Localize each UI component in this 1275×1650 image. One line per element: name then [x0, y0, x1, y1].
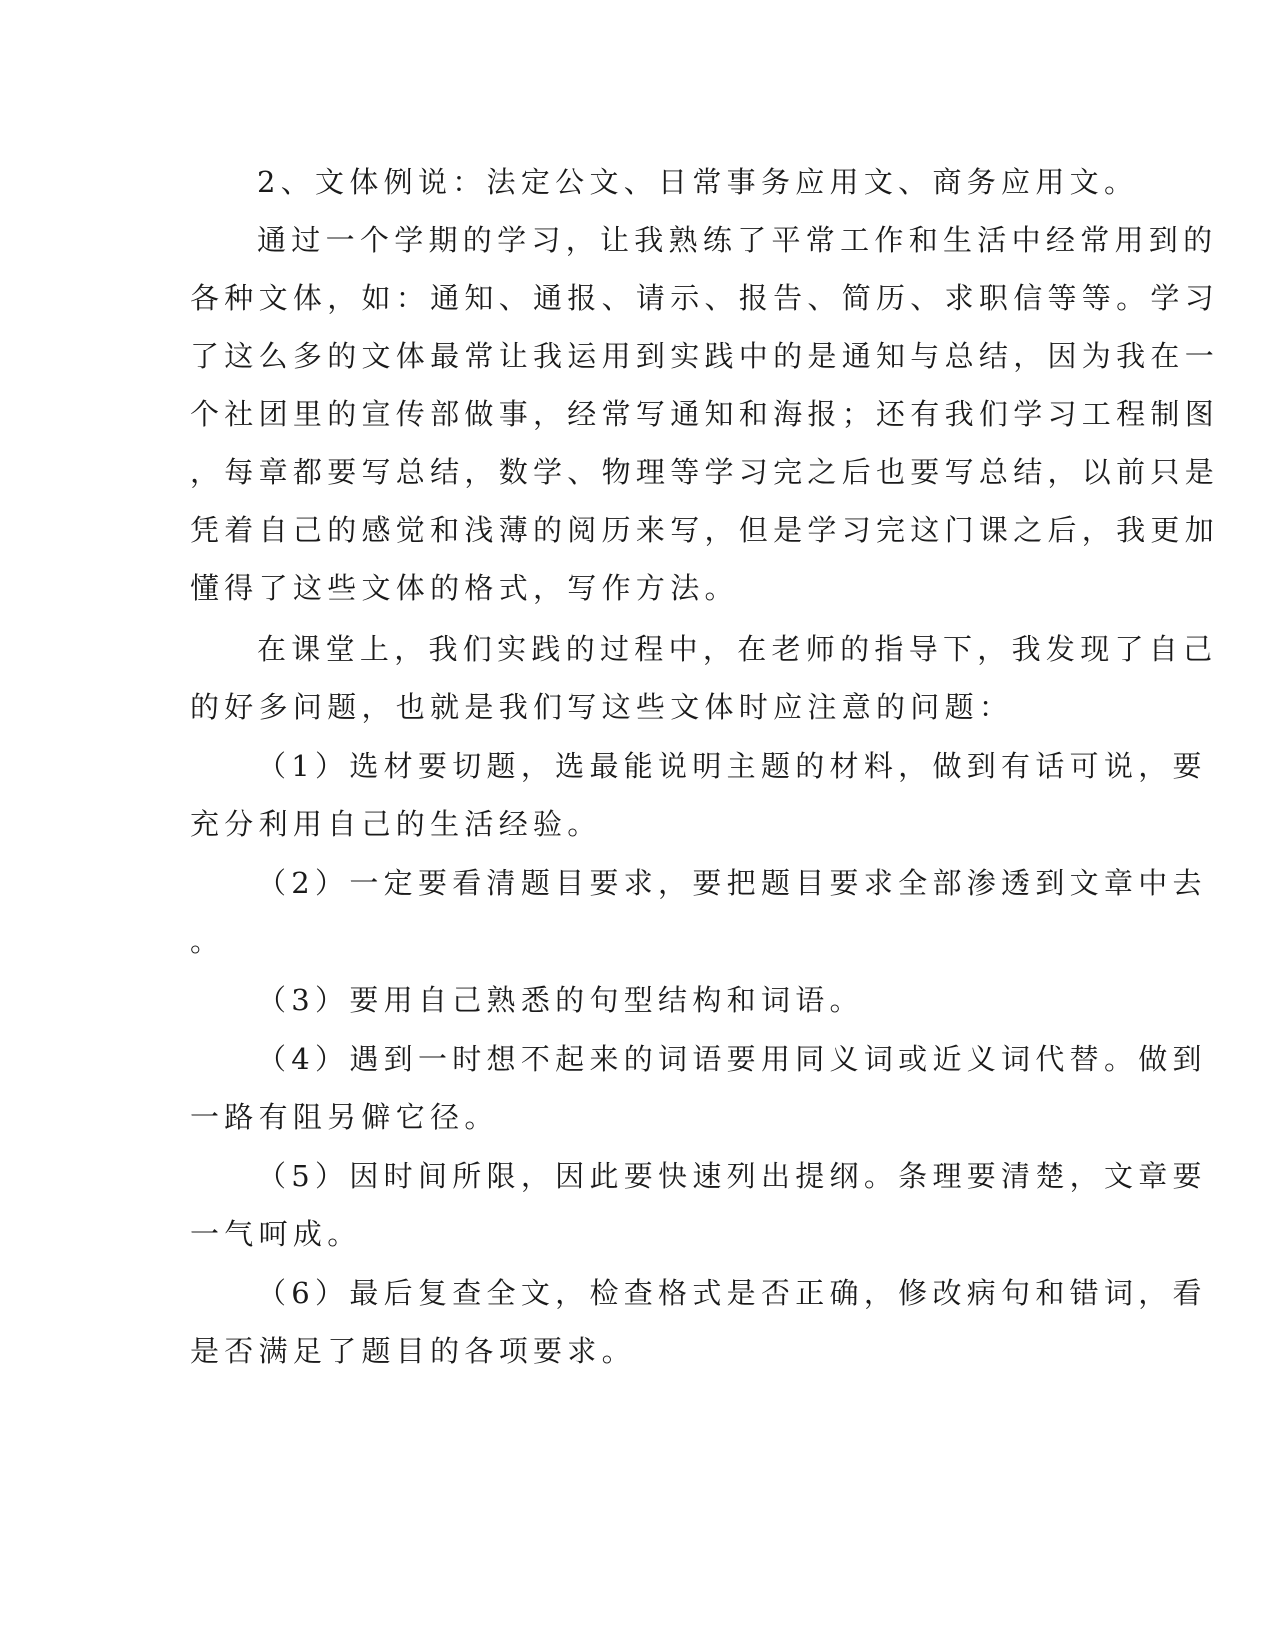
paragraph-line: ，每章都要写总结，数学、物理等学习完之后也要写总结，以前只是	[190, 455, 1220, 489]
list-item-2-continued: 。	[190, 924, 225, 958]
paragraph-line: 各种文体，如：通知、通报、请示、报告、简历、求职信等等。学习	[190, 281, 1220, 315]
list-item-5: （5）因时间所限，因此要快速列出提纲。条理要清楚，文章要	[257, 1159, 1207, 1193]
paragraph-line: 懂得了这些文体的格式，写作方法。	[190, 571, 739, 605]
list-item-6: （6）最后复查全文，检查格式是否正确，修改病句和错词，看	[257, 1276, 1207, 1310]
list-item-1: （1）选材要切题，选最能说明主题的材料，做到有话可说，要	[257, 749, 1207, 783]
paragraph-line: 凭着自己的感觉和浅薄的阅历来写，但是学习完这门课之后，我更加	[190, 513, 1220, 547]
paragraph-line: 个社团里的宣传部做事，经常写通知和海报；还有我们学习工程制图	[190, 397, 1220, 431]
list-item-1-continued: 充分利用自己的生活经验。	[190, 807, 602, 841]
list-item-2: （2）一定要看清题目要求，要把题目要求全部渗透到文章中去	[257, 866, 1207, 900]
paragraph-line: 了这么多的文体最常让我运用到实践中的是通知与总结，因为我在一	[190, 339, 1220, 373]
list-item-4-continued: 一路有阻另僻它径。	[190, 1100, 499, 1134]
paragraph-line: 在课堂上，我们实践的过程中，在老师的指导下，我发现了自己	[257, 632, 1218, 666]
paragraph-line: 通过一个学期的学习，让我熟练了平常工作和生活中经常用到的	[257, 223, 1218, 257]
list-item-5-continued: 一气呵成。	[190, 1217, 362, 1251]
section-heading: 2、文体例说：法定公文、日常事务应用文、商务应用文。	[257, 165, 1139, 199]
list-item-6-continued: 是否满足了题目的各项要求。	[190, 1334, 636, 1368]
paragraph-line: 的好多问题，也就是我们写这些文体时应注意的问题：	[190, 690, 1014, 724]
list-item-3: （3）要用自己熟悉的句型结构和词语。	[257, 983, 864, 1017]
list-item-4: （4）遇到一时想不起来的词语要用同义词或近义词代替。做到	[257, 1042, 1207, 1076]
